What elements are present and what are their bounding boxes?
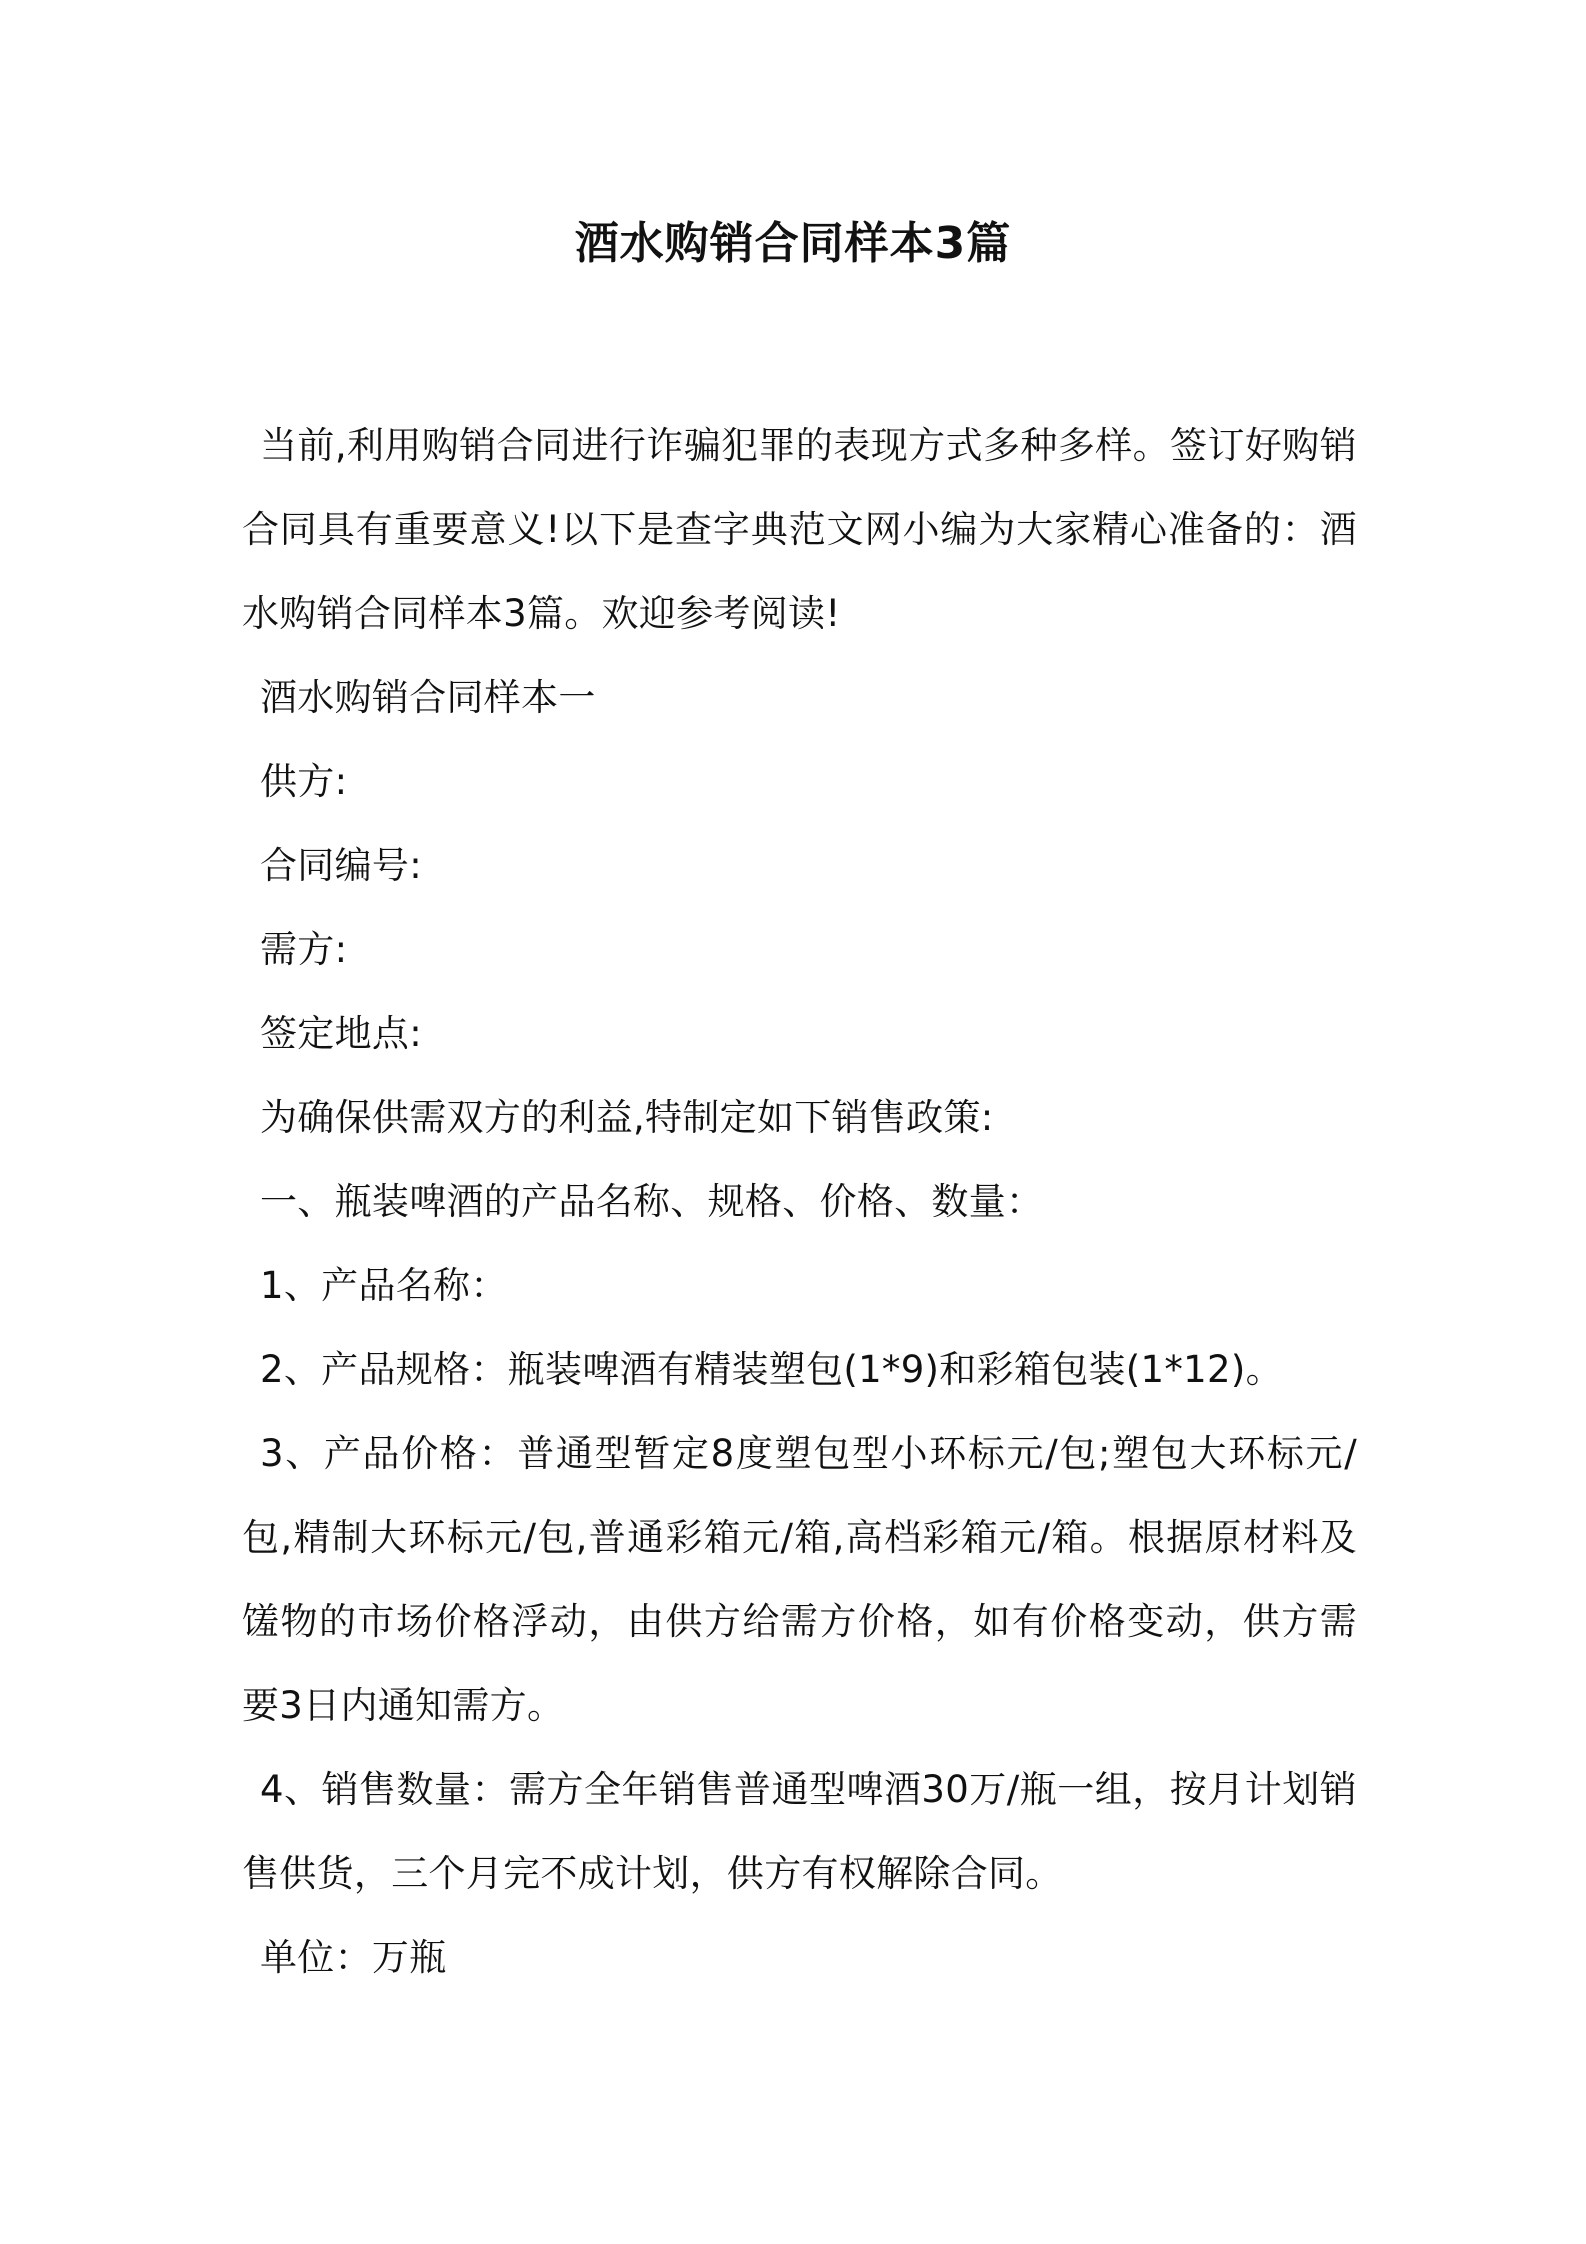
buyer-field: 需方: (260, 928, 348, 971)
signing-location-field: 签定地点: (260, 1012, 422, 1055)
clause-sales-quantity: 4、销售数量：需方全年销售普通型啤酒30万/瓶一组，按月计划销售供货，三个月完不成计划，供方有权解除合同。 (242, 1768, 1357, 1895)
supplier-field: 供方: (260, 760, 348, 803)
document-title: 酒水购销合同样本3篇 (574, 218, 1012, 269)
clause-heading-1: 一、瓶装啤酒的产品名称、规格、价格、数量： (260, 1180, 1044, 1223)
contract-number-field: 合同编号: (260, 844, 422, 887)
clause-product-name: 1、产品名称： (260, 1264, 508, 1307)
document-body (242, 404, 1357, 2000)
unit-label: 单位：万瓶 (260, 1936, 447, 1979)
policy-intro: 为确保供需双方的利益,特制定如下销售政策: (260, 1096, 994, 1139)
clause-product-price: 3、产品价格：普通型暂定8度塑包型小环标元/包;塑包大环标元/包,精制大环标元/包,普通彩箱元/箱,高档彩箱元/箱。根据原材料及馐物的市场价格浮动，由供方给需方价格，如有价格变动，供方需要3日内通知需方。 (242, 1432, 1357, 1727)
clause-product-spec: 2、产品规格：瓶装啤酒有精装塑包(1*9)和彩箱包装(1*12)。 (260, 1348, 1283, 1391)
section-heading: 酒水购销合同样本一 (260, 676, 596, 719)
intro-paragraph: 当前,利用购销合同进行诈骗犯罪的表现方式多种多样。签订好购销合同具有重要意义!以下是查字典范文网小编为大家精心准备的：酒水购销合同样本3篇。欢迎参考阅读! (242, 424, 1357, 635)
